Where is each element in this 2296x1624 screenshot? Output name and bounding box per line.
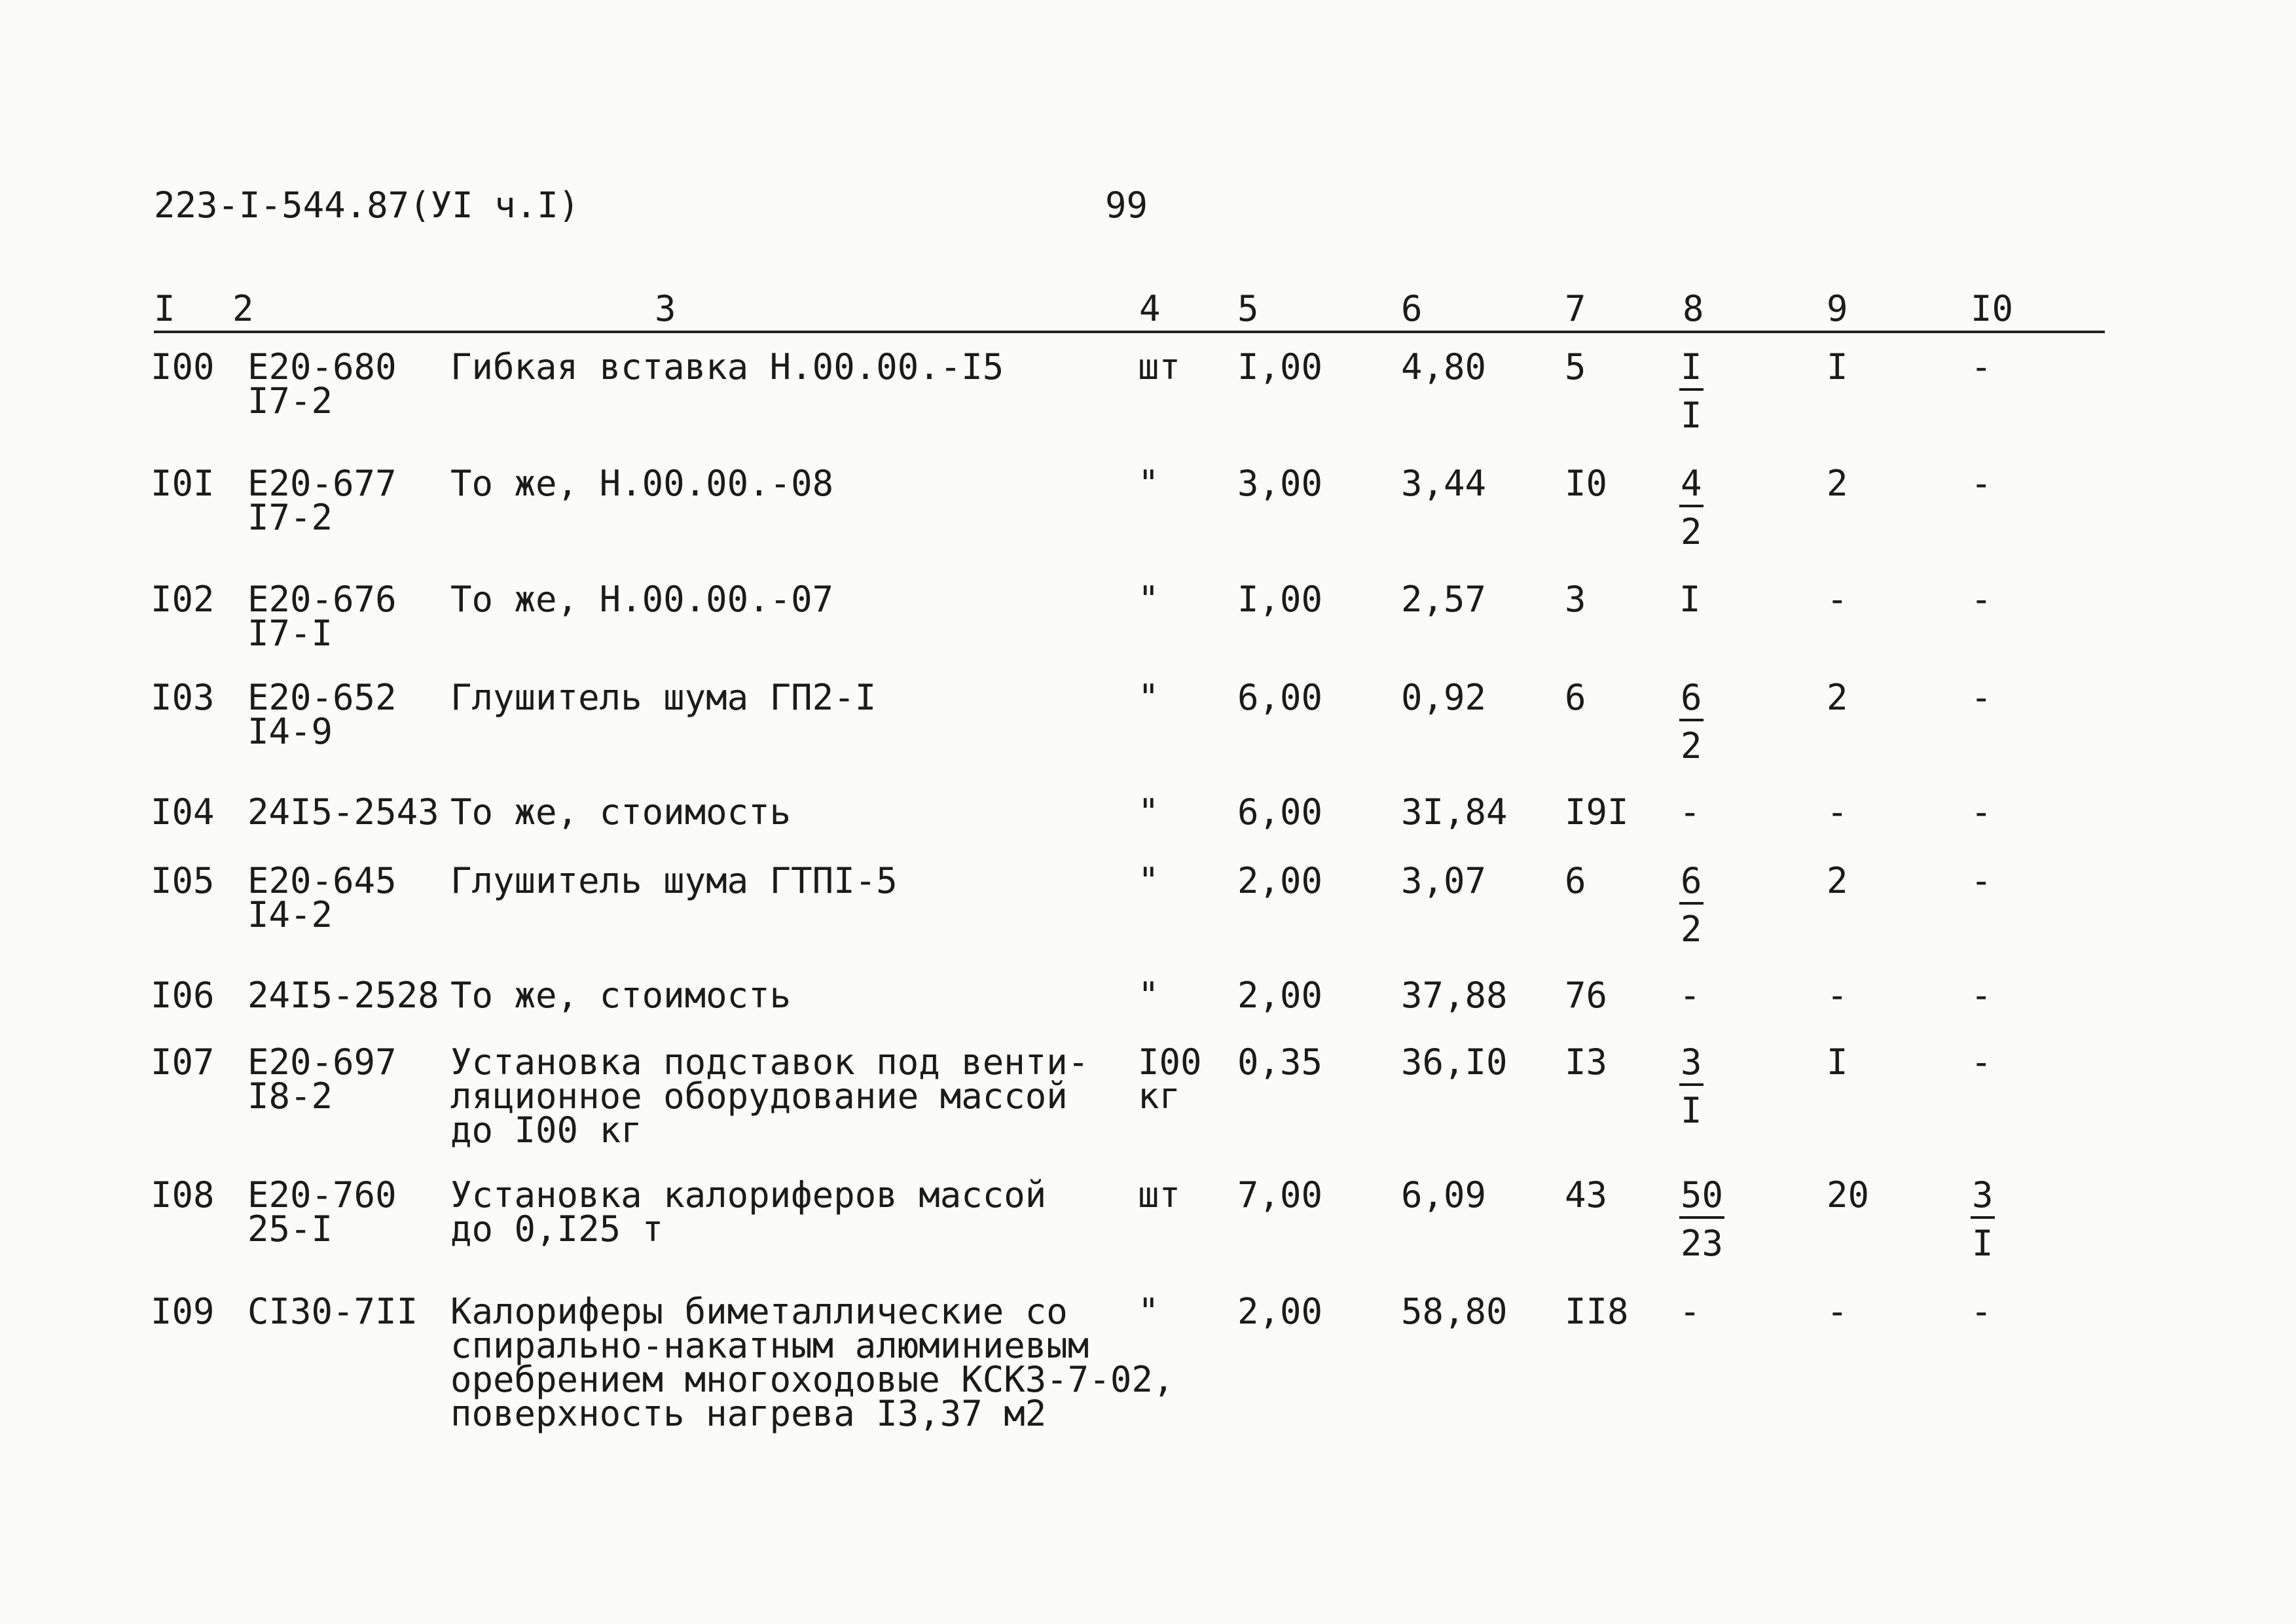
unit-price: 36,I0 xyxy=(1401,1041,1508,1083)
item-code: Е20-645 I4-2 xyxy=(247,860,397,935)
col8-value: I xyxy=(1679,579,1701,620)
total-cost: 3 xyxy=(1565,579,1586,620)
item-name: Глушитель шума ГТПI-5 xyxy=(450,860,898,901)
total-cost: 5 xyxy=(1565,346,1586,388)
item-name: То же, стоимость xyxy=(450,975,792,1016)
fraction xyxy=(1679,1174,1724,1264)
unit-price: 2,57 xyxy=(1401,579,1487,620)
fraction-denominator: 2 xyxy=(1681,511,1702,552)
item-code: Е20-652 I4-9 xyxy=(247,677,397,752)
document-code: 223-I-544.87(УI ч.I) xyxy=(154,185,580,226)
col10-value: - xyxy=(1971,791,1992,833)
col10-value: - xyxy=(1971,346,1992,388)
col8-value: - xyxy=(1679,1291,1701,1332)
fraction-numerator: I xyxy=(1679,350,1704,391)
unit: I00 кг xyxy=(1138,1041,1202,1117)
col9-value: - xyxy=(1827,975,1848,1016)
col8-value xyxy=(1679,463,1704,552)
total-cost: I9I xyxy=(1565,791,1629,833)
col9-value: I xyxy=(1827,1041,1848,1083)
quantity: I,00 xyxy=(1237,579,1323,620)
col8-value xyxy=(1679,860,1704,950)
total-cost: 43 xyxy=(1565,1174,1608,1216)
fraction-numerator: 6 xyxy=(1679,681,1704,721)
unit: " xyxy=(1138,579,1159,620)
col9-value: 2 xyxy=(1827,677,1848,718)
row-number: I00 xyxy=(151,346,215,388)
col9-value: 2 xyxy=(1827,860,1848,901)
item-name: Гибкая вставка Н.00.00.-I5 xyxy=(450,346,1004,388)
fraction-denominator: 23 xyxy=(1681,1223,1724,1264)
item-name: То же, стоимость xyxy=(450,791,792,833)
col10-value: - xyxy=(1971,463,1992,504)
col8-value xyxy=(1679,346,1704,436)
row-number: I04 xyxy=(151,791,215,833)
total-cost: I3 xyxy=(1565,1041,1608,1083)
total-cost: 6 xyxy=(1565,860,1586,901)
total-cost: II8 xyxy=(1565,1291,1629,1332)
column-header: I0 xyxy=(1971,288,2014,329)
row-number: I07 xyxy=(151,1041,215,1083)
quantity: 2,00 xyxy=(1237,975,1323,1016)
fraction-denominator: 2 xyxy=(1681,909,1702,950)
row-number: I09 xyxy=(151,1291,215,1332)
unit-price: 4,80 xyxy=(1401,346,1487,388)
fraction-numerator: 3 xyxy=(1679,1045,1704,1086)
fraction-numerator: 4 xyxy=(1679,467,1704,507)
fraction-denominator: 2 xyxy=(1681,725,1702,767)
quantity: 2,00 xyxy=(1237,860,1323,901)
unit: " xyxy=(1138,791,1159,833)
quantity: 6,00 xyxy=(1237,677,1323,718)
item-name: Глушитель шума ГП2-I xyxy=(450,677,877,718)
column-header: 4 xyxy=(1139,288,1161,329)
unit-price: 37,88 xyxy=(1401,975,1508,1016)
item-code: 24I5-2528 xyxy=(247,975,439,1016)
total-cost: I0 xyxy=(1565,463,1608,504)
item-name: Установка подставок под венти- ляционное оборудование массой до I00 кг xyxy=(450,1041,1089,1151)
row-number: I05 xyxy=(151,860,215,901)
column-header: 8 xyxy=(1683,288,1704,329)
col10-value: - xyxy=(1971,1291,1992,1332)
quantity: 0,35 xyxy=(1237,1041,1323,1083)
col9-value: - xyxy=(1827,791,1848,833)
col10-value: - xyxy=(1971,677,1992,718)
unit: " xyxy=(1138,463,1159,504)
fraction-numerator: 3 xyxy=(1971,1178,1995,1219)
row-number: I03 xyxy=(151,677,215,718)
unit: " xyxy=(1138,677,1159,718)
column-header: 5 xyxy=(1237,288,1259,329)
fraction-denominator: I xyxy=(1681,1090,1702,1131)
col10-value: - xyxy=(1971,579,1992,620)
unit-price: 6,09 xyxy=(1401,1174,1487,1216)
col9-value: 20 xyxy=(1827,1174,1870,1216)
header-rule xyxy=(154,331,2105,333)
col10-value: - xyxy=(1971,860,1992,901)
column-header: 3 xyxy=(655,288,676,329)
fraction xyxy=(1679,677,1704,767)
row-number: I02 xyxy=(151,579,215,620)
col10-value xyxy=(1971,1174,1995,1264)
quantity: 3,00 xyxy=(1237,463,1323,504)
col10-value: - xyxy=(1971,975,1992,1016)
column-header: I xyxy=(154,288,175,329)
fraction-numerator: 50 xyxy=(1679,1178,1724,1219)
quantity: I,00 xyxy=(1237,346,1323,388)
unit-price: 58,80 xyxy=(1401,1291,1508,1332)
item-name: То же, Н.00.00.-07 xyxy=(450,579,834,620)
col8-value: - xyxy=(1679,791,1701,833)
total-cost: 6 xyxy=(1565,677,1586,718)
unit-price: 3,07 xyxy=(1401,860,1487,901)
unit: " xyxy=(1138,860,1159,901)
col9-value: - xyxy=(1827,1291,1848,1332)
row-number: I06 xyxy=(151,975,215,1016)
item-code: 24I5-2543 xyxy=(247,791,439,833)
column-header: 9 xyxy=(1827,288,1848,329)
fraction-numerator: 6 xyxy=(1679,864,1704,905)
unit: " xyxy=(1138,975,1159,1016)
item-name: Установка калориферов массой до 0,I25 т xyxy=(450,1174,1047,1250)
unit-price: 3I,84 xyxy=(1401,791,1508,833)
col9-value: - xyxy=(1827,579,1848,620)
quantity: 7,00 xyxy=(1237,1174,1323,1216)
fraction xyxy=(1971,1174,1995,1264)
col9-value: 2 xyxy=(1827,463,1848,504)
column-header: 7 xyxy=(1565,288,1586,329)
fraction-denominator: I xyxy=(1681,395,1702,436)
row-number: I0I xyxy=(151,463,215,504)
col8-value xyxy=(1679,1174,1724,1264)
fraction xyxy=(1679,1041,1704,1131)
col8-value: - xyxy=(1679,975,1701,1016)
col8-value xyxy=(1679,677,1704,767)
item-code: Е20-680 I7-2 xyxy=(247,346,397,422)
col8-value xyxy=(1679,1041,1704,1131)
unit: шт xyxy=(1138,1174,1181,1216)
unit: " xyxy=(1138,1291,1159,1332)
item-code: Е20-677 I7-2 xyxy=(247,463,397,538)
unit-price: 0,92 xyxy=(1401,677,1487,718)
col9-value: I xyxy=(1827,346,1848,388)
fraction-denominator: I xyxy=(1972,1223,1994,1264)
item-code: СI30-7II xyxy=(247,1291,418,1332)
column-header: 2 xyxy=(232,288,254,329)
fraction xyxy=(1679,860,1704,950)
quantity: 6,00 xyxy=(1237,791,1323,833)
page-number: 99 xyxy=(1105,185,1148,226)
column-header: 6 xyxy=(1401,288,1423,329)
item-code: Е20-676 I7-I xyxy=(247,579,397,654)
item-name: Калориферы биметаллические со спирально-накатным алюминиевым оребрением многоходовые КСК3-7-02, поверхность нагрева I3,37 м2 xyxy=(450,1291,1175,1434)
item-code: Е20-760 25-I xyxy=(247,1174,397,1250)
unit: шт xyxy=(1138,346,1181,388)
quantity: 2,00 xyxy=(1237,1291,1323,1332)
total-cost: 76 xyxy=(1565,975,1608,1016)
col10-value: - xyxy=(1971,1041,1992,1083)
fraction xyxy=(1679,346,1704,436)
row-number: I08 xyxy=(151,1174,215,1216)
item-name: То же, Н.00.00.-08 xyxy=(450,463,834,504)
unit-price: 3,44 xyxy=(1401,463,1487,504)
fraction xyxy=(1679,463,1704,552)
item-code: Е20-697 I8-2 xyxy=(247,1041,397,1117)
